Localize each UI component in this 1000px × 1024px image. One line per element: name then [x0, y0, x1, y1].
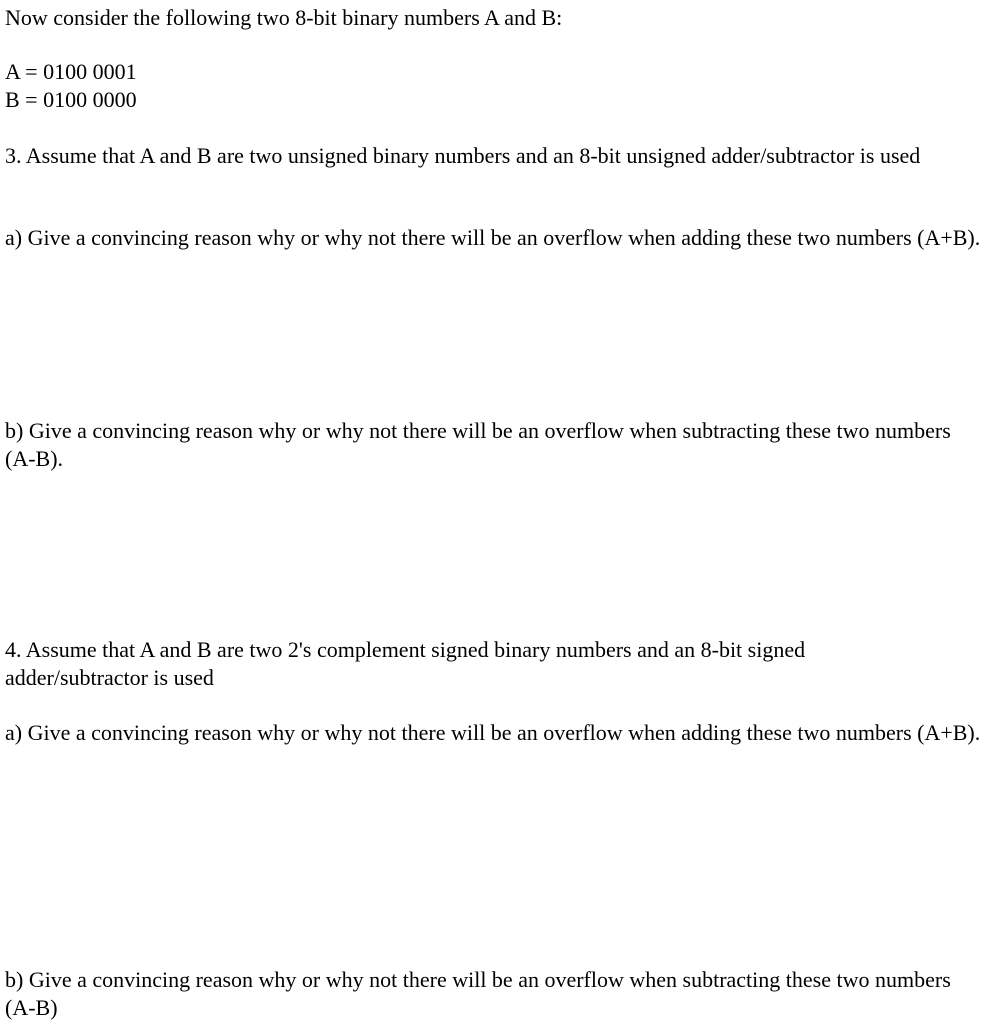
number-b: B = 0100 0000 — [5, 87, 137, 112]
question-3a: a) Give a convincing reason why or why not there will be an overflow when adding these two numbers (A+B). — [5, 225, 981, 250]
question-3-prompt: 3. Assume that A and B are two unsigned binary numbers and an 8-bit unsigned adder/subtractor is used — [5, 143, 921, 168]
question-4a: a) Give a convincing reason why or why not there will be an overflow when adding these two numbers (A+B). — [5, 720, 981, 745]
number-a: A = 0100 0001 — [5, 59, 137, 84]
question-4-prompt: 4. Assume that A and B are two 2's complement signed binary numbers and an 8-bit signed adder/subtractor is used — [5, 637, 806, 690]
question-4b: b) Give a convincing reason why or why not there will be an overflow when subtracting these two numbers (A-B) — [5, 967, 951, 1020]
question-3b: b) Give a convincing reason why or why not there will be an overflow when subtracting these two numbers (A-B). — [5, 418, 951, 471]
intro-text: Now consider the following two 8-bit binary numbers A and B: — [5, 5, 563, 30]
